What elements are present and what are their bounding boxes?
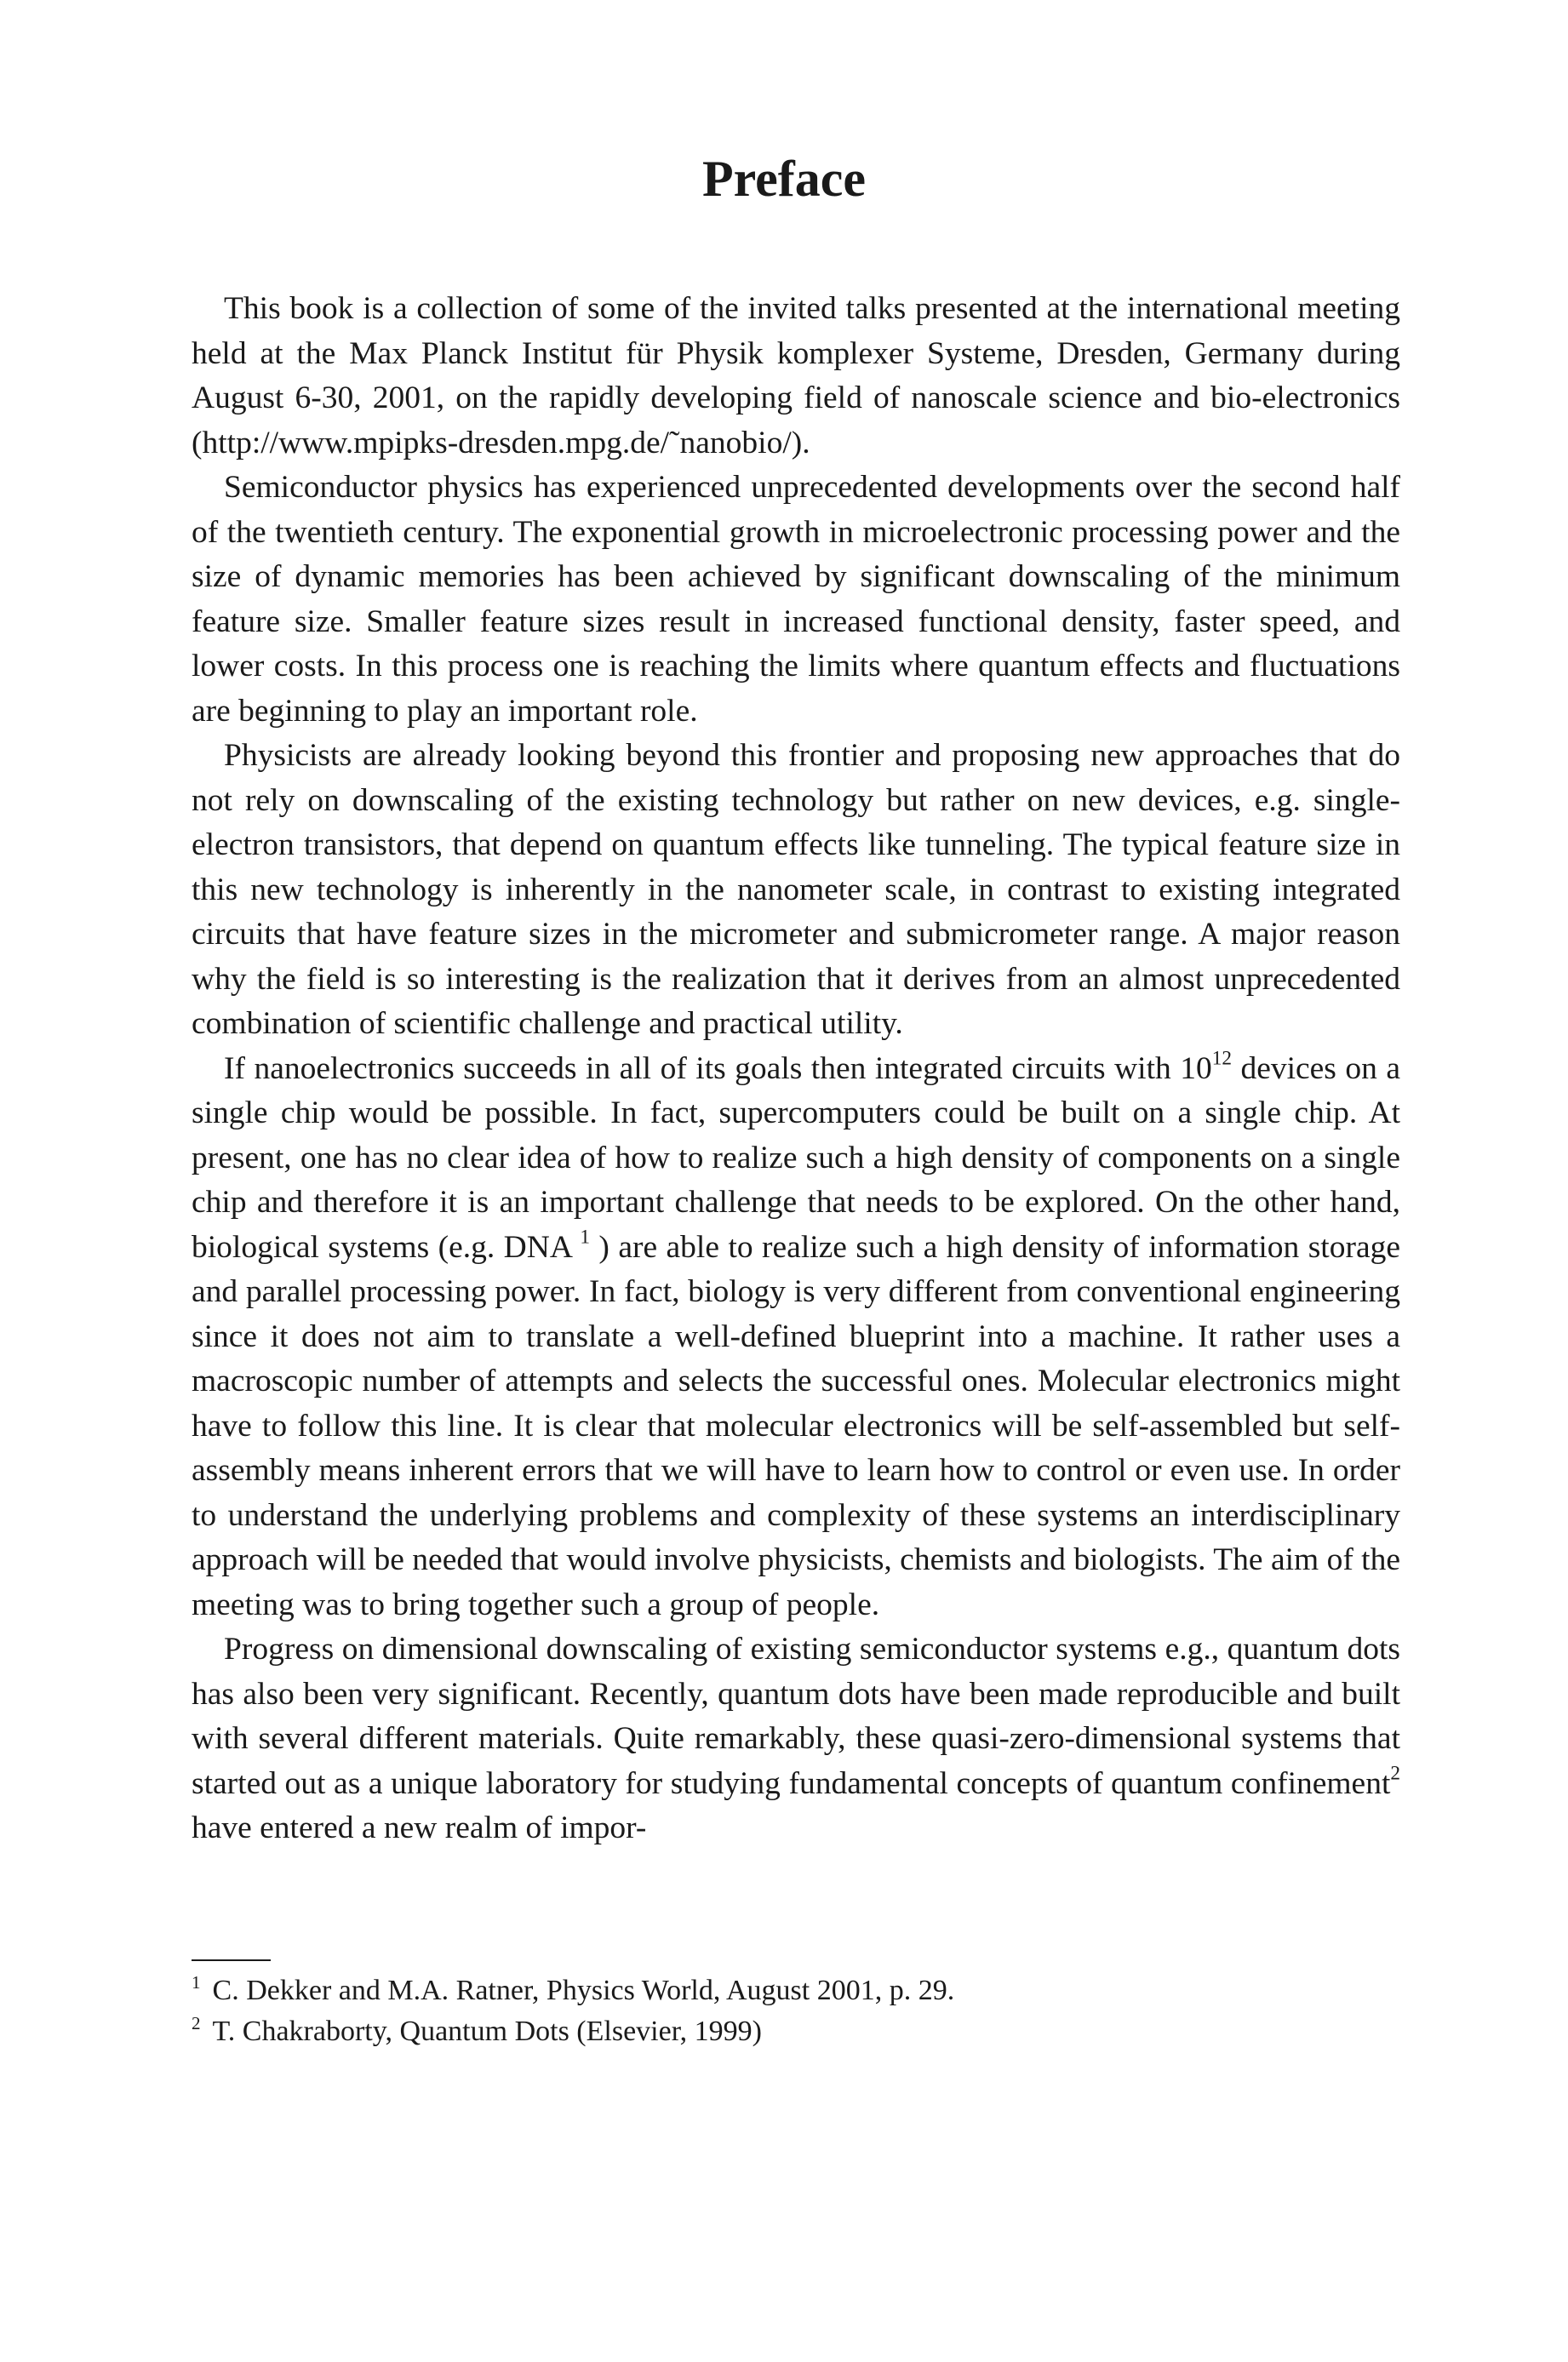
footnote-mark-1: 1 (192, 1972, 201, 1993)
paragraph-5-part-2: have entered a new realm of impor- (192, 1810, 647, 1845)
paragraph-1: This book is a collection of some of the invited talks presented at the international meeting held at the Max Planck Institut für Physik komplexer Systeme, Dresden, Germany during August 6-30, 2001, on the rapidly developing field of nanoscale science and bio-electronics (http://www.mpipks-dresden.mpg.de/˜nanobio/). (192, 291, 1400, 460)
page-title: Preface (701, 151, 867, 207)
paragraph-4-part-2: devices on a single chip would be possible. In fact, supercomputers could be built on a single chip. At present, one has no clear idea of how to realize such a high density of components on a single chip and therefore it is an important challenge that needs to be explored. On the other hand, biological systems (e.g. DNA (192, 1050, 1400, 1265)
paragraph-3: Physicists are already looking beyond this frontier and proposing new approaches that do not rely on downscaling of the existing technology but rather on new devices, e.g. single-electron transistors, that depend on quantum effects like tunneling. The typical feature size in this new technology is inherently in the nanometer scale, in contrast to existing integrated circuits that have feature sizes in the micrometer and submicrometer range. A major reason why the field is so interesting is the realization that it derives from an almost unprecedented combination of scientific challenge and practical utility. (192, 738, 1400, 1041)
paragraph-4-part-3: ) are able to realize such a high density of information storage and parallel processing power. In fact, biology is very different from conventional engineering since it does not aim to translate a well-defined blueprint into a machine. It rather uses a macroscopic number of attempts and selects the successful ones. Molecular electronics might have to follow this line. It is clear that molecular electronics will be self-assembled but self-assembly means inherent errors that we will have to learn how to control or even use. In order to understand the underlying problems and complexity of these systems an interdisciplinary approach will be needed that would involve physicists, chemists and biologists. The aim of the meeting was to bring together such a group of people. (192, 1229, 1400, 1622)
paragraph-2: Semiconductor physics has experienced unprecedented developments over the second half of the twentieth century. The exponential growth in microelectronic processing power and the size of dynamic memories has been achieved by significant downscaling of the minimum feature size. Smaller feature sizes result in increased functional density, faster speed, and lower costs. In this process one is reaching the limits where quantum effects and fluctuations are beginning to play an important role. (192, 470, 1400, 729)
footnotes (192, 1970, 1400, 2052)
paragraph-4 (192, 1047, 1400, 1628)
body-text (192, 287, 1400, 1851)
footnote-ref-2: 2 (1390, 1762, 1400, 1785)
footnote-ref-1: 1 (580, 1226, 590, 1249)
footnote-text-1: C. Dekker and M.A. Ratner, Physics World, August 2001, p. 29. (212, 1975, 955, 2006)
footnote-mark-2: 2 (192, 2013, 201, 2034)
footnote-2 (192, 2011, 1400, 2052)
paragraph-5-part-1: Progress on dimensional downscaling of existing semiconductor systems e.g., quantum dots has also been very significant. Recently, quantum dots have been made reproducible and built with several different materials. Quite remarkably, these quasi-zero-dimensional systems that started out as a unique laboratory for studying fundamental concepts of quantum confinement (192, 1632, 1400, 1801)
footnote-text-2: T. Chakraborty, Quantum Dots (Elsevier, 1999) (212, 2016, 762, 2047)
exponent-superscript: 12 (1211, 1047, 1232, 1070)
paragraph-4-part-1: If nanoelectronics succeeds in all of its goals then integrated circuits with 10 (224, 1050, 1212, 1086)
footnote-divider (192, 1959, 271, 1961)
paragraph-5 (192, 1627, 1400, 1851)
footnote-1 (192, 1970, 1400, 2011)
